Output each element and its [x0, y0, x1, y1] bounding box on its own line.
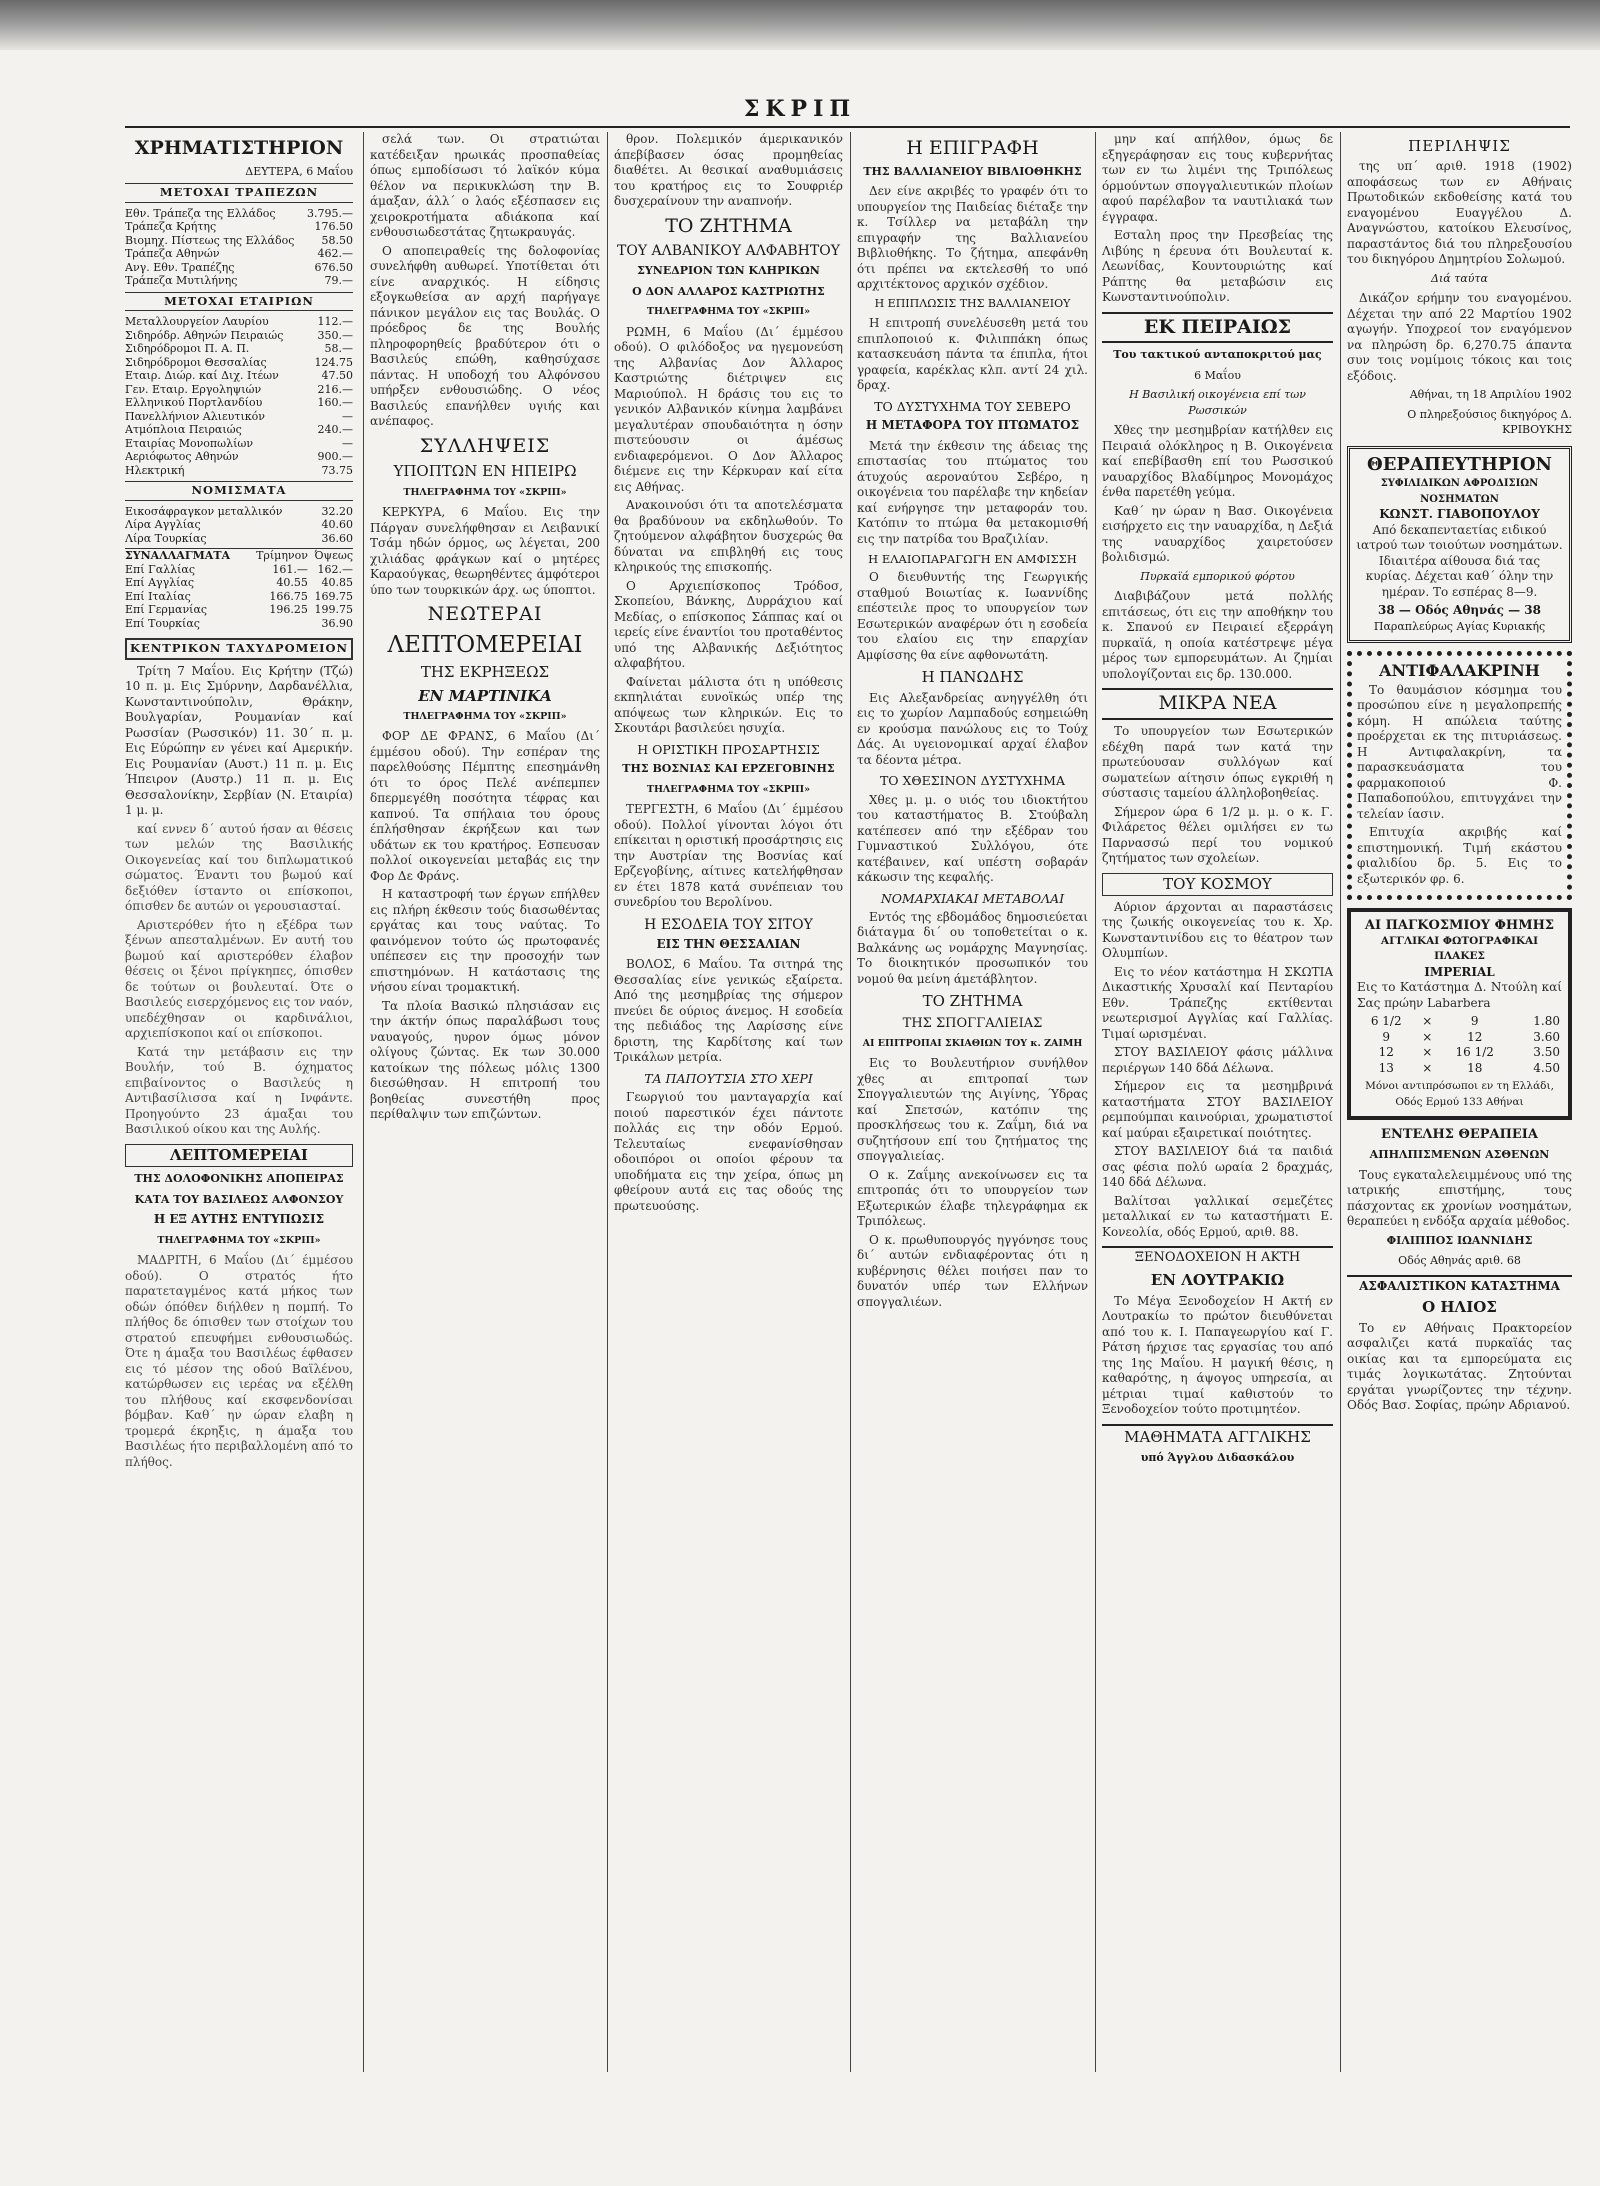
ad-paragraph: Το εν Αθήναις Πρακτορείον ασφαλιζει κατά πυρκαϊάς τας οικίας και τα εμπορεύματα εις τιμάς λογικωτάτας. Ζητούνται εργάται γνωρίζοντες την τέχνην. Οδός Βασ. Σοφίας, πρώην Αδριανού.	[1347, 1320, 1572, 1413]
article-subheadline: ΕΙΣ ΤΗΝ ΘΕΣΣΑΛΙΑΝ	[656, 936, 801, 951]
table-row: Τράπεζα Κρήτης 176.50	[125, 220, 353, 234]
photo-plates-table	[1357, 1014, 1562, 1076]
article-headline: ΛΕΠΤΟΜΕΡΕΙΑΙ	[387, 631, 583, 658]
article-subheadline: ΑΙ ΕΠΙΤΡΟΠΑΙ ΣΚΙΑΘΙΩΝ ΤΟΥ κ. ΖΑΙΜΗ	[862, 1037, 1083, 1049]
article-subheadline: ΥΠΟΠΤΩΝ ΕΝ ΗΠΕΙΡΩ	[393, 462, 577, 481]
exchange-table	[125, 548, 353, 630]
table-row: 13 × 18 4.50	[1378, 1060, 1560, 1075]
article-paragraph: θρον. Πολεμικόν άμερικανικόν άπεβίβασεν όσας προμηθείας διαθέτει. Αι θεσικαί αναθυμιάσεις του κρατήρος εις το Σουφριέρ δυσχεραίνουν την αναπνοήν.	[614, 132, 843, 208]
article-paragraph: Η καταστροφή των έργων επήλθεν εις πλήρη έκθεσιν τούς διασωθέντας εργάτας και τους ναύτας. Το φαινόμενον τούτο ώς πρωτοφανές υπέπεσεν εις την προσοχήν των επιστημόνων. Η κατάστασις της νήσου είναι τρομακτική.	[370, 887, 600, 995]
article-paragraph: Βαλίτσαι γαλλικαί σεμεζέτες μεταλλικαί εν τω καταστήματι Ε. Κονεολία, οδός Ερμού, αριθ. 88.	[1102, 1193, 1333, 1239]
article-headline: ΝΟΜΑΡΧΙΑΚΑΙ ΜΕΤΑΒΟΛΑΙ	[880, 890, 1065, 906]
table-row: Πανελλήνιον Αλιευτικόν —	[125, 409, 353, 423]
article-paragraph: Διαβιβάζουν μετά πολλής επιτάσεως, ότι εις την αποθήκην του κ. Σπανού εν Πειραιεί εξερράγη πυρκαϊά, η οποία κατέστρεψε μέγα μέρος των εμπορευμάτων. Αι ζημίαι υπολογίζονται εις δρ. 130.000.	[1102, 589, 1333, 681]
ad-subheadline: ΕΝ ΛΟΥΤΡΑΚΙΩ	[1150, 1271, 1285, 1290]
article-subheadline: ΚΑΤΑ ΤΟΥ ΒΑΣΙΛΕΩΣ ΑΛΦΟΝΣΟΥ	[134, 1192, 344, 1206]
column-2	[370, 132, 600, 2072]
article-headline: Η ΠΑΝΩΔΗΣ	[921, 668, 1024, 687]
article-subheadline: Πυρκαϊά εμπορικού φόρτου	[1140, 569, 1295, 583]
article-paragraph: Ο αποπειραθείς της δολοφονίας συνελήφθη αυθωρεί. Υποτίθεται ότι είνε αναρχικός. Η είδησις εξογκωθείσα αν αρχή παρήγαγε πάνικον μεγάλον εις τας Βουλάς. Ο πρόεδρος δε της Βουλής πληροφορηθείς βραδύτερον ότι ο Βασιλεύς επώθη, καθησύχασε πάντας. Η υποδοχή του Αλφόνσου υπήρξεν ενθουσιώδης. Ο νέος Βασιλεύς επανήλθεν υγιής και ανέπαφος.	[370, 243, 600, 428]
article-paragraph: Αριστερόθεν ήτο η εξέδρα των ξένων απεσταλμένων. Εν αυτή του βωμού καί αριστερόθεν έλαβον θέσεις οι ξένοι πρίγκηπες, όπισθεν δε τούτων οι βουλευταί. Ότε ο Βασιλεύς εισερχόμενος εις τον ναόν, υπεδέχθησαν οι καρδινάλιοι, αρχιεπίσκοποι καί οι επίσκοποι.	[125, 917, 353, 1041]
article-paragraph: ΒΟΛΟΣ, 6 Μαΐου. Τα σιτηρά της Θεσσαλίας είνε γενικώς εξαίρετα. Από της μεσημβρίας της σήμερον πνεύει δε ούριος άνεμος. Η εσοδεία της πεδιάδος της Λαρίσσης είνε δριστη, της Καρδίτσης καί των Τρικάλων μετρία.	[614, 957, 843, 1065]
article-paragraph: Καθ΄ ην ώραν η Βασ. Οικογένεια εισήρχετο εις την ναυαρχίδα, η Δεξιά της ναυαρχίδος χαιρετούσεν βολιδισμώ.	[1102, 503, 1333, 565]
article-headline: Η ΟΡΙΣΤΙΚΗ ΠΡΟΣΑΡΤΗΣΙΣ	[637, 741, 820, 757]
hair-tonic-body: Το θαυμάσιον κόσμημα του προσώπου είνε η μεγαλοπρεπής κόμη. Η απώλεια ταύτης προέρχεται εκ της πιτυριάσεως. Η Αντιφαλακρίνη, τα παρασκευάσματα του φαρμακοποιού Φ. Παπαδοπούλου, επιτυγχάνει την τελείαν ίασιν.	[1357, 682, 1562, 821]
article-paragraph: ΦΟΡ ΔΕ ΦΡΑΝΣ, 6 Μαΐου (Δι΄ έμμέσου οδού). Την εσπέραν της παρελθούσης Πέμπτης επεσημάνθη ότι το όρος Πελέ ανέπεμπεν δπερμεγέθη ποσότητα τέφρας και καπνού. Τα σπήλαια του όρους έπλήσθησαν έκρήξεων και των υδάτων εκ του κρατήρος. Εσπευσαν πολλοί οικογενείαι μεταβάς εις την Φορ Δε Φράνς.	[370, 729, 600, 883]
telegram-label: ΤΗΛΕΓΡΑΦΗΜΑ ΤΟΥ «ΣΚΡΙΠ»	[646, 306, 811, 318]
clinic-ad	[1347, 446, 1572, 644]
notice-signature: Ο πληρεξούσιος δικηγόρος Δ. ΚΡΙΒΟΥΚΗΣ	[1407, 407, 1572, 437]
photo-plates-body: Εις το Κατάστημα Δ. Ντούλη καί Σας πρώην Labarbera	[1357, 980, 1562, 1010]
table-row: Σιδηρόδρ. Αθηνών Πειραιώς 350.—	[125, 328, 353, 342]
ad-headline: ΜΑΘΗΜΑΤΑ ΑΓΓΛΙΚΗΣ	[1102, 1424, 1333, 1446]
post-office-schedule: Τρίτη 7 Μαΐου. Εις Κρήτην (Τζώ) 10 π. μ. Εις Σμύρνην, Δαρδανέλλια, Κωνσταντινούπολιν, Θράκην, Βουλγαρίαν, Ρουμανίαν καί Ρωσσίαν (Ρωσσικόν) 11. 30΄ π. μ. Εις Εύρώπην εν γένει καί Αμερικήν. Εις Ρουμανίαν (Αυστ.) 11 π. μ. Εις Ήπειρον (Αυστρ.) 11 π. μ. Εις Θεσσαλονίκην, Σερβίαν (Ν. Εταιρία) 1 μ. μ.	[125, 663, 353, 818]
notice-paragraph: Δικάζον ερήμην του εναγομένου. Δέχεται την από 22 Μαρτίου 1902 αγωγήν. Υποχρεοί τον εναγόμενον να πληρώση δρ. 6,270.75 άπαντα συν τοις νομίμοις τόκοις και τοις εξόδοις.	[1347, 291, 1572, 383]
notice-paragraph: της υπ΄ αριθ. 1918 (1902) αποφάσεως των εν Αθήναις Πρωτοδικών εκδοθείσης κατά του εναγομένου Ευαγγέλου Δ. Αναγνώστου, κατοίκου Ελευσίνος, παραστάντος διά του πληρεξουσίου του δικηγόρου Δημητρίου Σολωμού.	[1347, 159, 1572, 267]
article-subheadline: ΤΗΣ ΔΟΛΟΦΟΝΙΚΗΣ ΑΠΟΠΕΙΡΑΣ	[134, 1172, 344, 1186]
clinic-ad-address: 38 — Οδός Αθηνάς — 38	[1378, 603, 1541, 618]
article-headline: Η ΕΠΙΓΡΑΦΗ	[906, 137, 1039, 159]
article-paragraph: Εντός της εβδομάδος δημοσιεύεται διάταγμα δι΄ ου τοποθετείται ο κ. Βαλκάνης ως νομάρχης Μαγνησίας. Το διοικητικόν προσωπικόν του νομού θα μείνη άμετάβλητον.	[857, 909, 1088, 986]
article-subheadline: ΤΟΥ ΑΛΒΑΝΙΚΟΥ ΑΛΦΑΒΗΤΟΥ	[617, 243, 840, 260]
scan-header-band	[0, 0, 1600, 50]
article-headline: ΤΟ ΧΘΕΣΙΝΟΝ ΔΥΣΤΥΧΗΜΑ	[879, 773, 1066, 789]
table-row: Εικοσάφραγκον μεταλλικόν 32.20	[125, 504, 353, 518]
article-headline: ΤΟ ΖΗΤΗΜΑ	[665, 214, 792, 237]
clinic-ad-title: ΘΕΡΑΠΕΥΤΗΡΙΟΝ	[1367, 453, 1552, 475]
table-row: Λίρα Αγγλίας 40.60	[125, 518, 353, 532]
hair-tonic-title: ΑΝΤΙΦΑΛΑΚΡΙΝΗ	[1379, 661, 1540, 681]
ad-headline: ΕΝΤΕΛΗΣ ΘΕΡΑΠΕΙΑ	[1381, 1127, 1538, 1143]
article-paragraph: Εις το Βουλευτήριον συνήλθον χθες αι επιτροπαί των Σπογγαλιευτών της Αιγίνης, Ύδρας καί Σπετσών, κατόπιν της προσκλήσεως του κ. Ζαΐμη, διά να συζητήσουν επί του ζητήματος της σπογγαλιείας.	[857, 1056, 1088, 1164]
table-row: Επί Αγγλίας 40.55 40.85	[125, 576, 353, 590]
article-headline: ΤΟΥ ΚΟΣΜΟΥ	[1102, 873, 1333, 896]
table-row: 12 × 16 1/2 3.50	[1378, 1045, 1560, 1060]
post-office-heading: ΚΕΝΤΡΙΚΟΝ ΤΑΧΥΔΡΟΜΕΙΟΝ	[125, 638, 353, 660]
ad-paragraph: Το Μέγα Ξενοδοχείον Η Ακτή εν Λουτρακίω το πρώτον διευθύνεται από του κ. Ι. Παπαγεωργίου καί Γ. Ράτση ήρχισε τας εργασίας του από της 1ης Μαΐου. Η μαγική θέσις, η καθαρότης, η άψογος υπηρεσία, αι μέτριαι τιμαί καθιστούν το Ξενοδοχείον τούτο προτιμητέον.	[1102, 1293, 1333, 1417]
article-subheadline: ΤΗΣ ΣΠΟΓΓΑΛΙΕΙΑΣ	[902, 1015, 1043, 1031]
article-headline: ΤΟ ΔΥΣΤΥΧΗΜΑ ΤΟΥ ΣΕΒΕΡΟ	[874, 398, 1071, 414]
article-paragraph: Ο Αρχιεπίσκοπος Τρόδοσ, Σκοπείου, Βάνκης, Δυρράχιου καί Μεδίας, ο επίσκοπος Σάππας καί οι ιερείς είνε έναντίοι του προταθέντος υπό της Αλβανικής Δεξιότητος αλφαβήτου.	[614, 578, 843, 671]
table-row: Λίρα Τουρκίας 36.60	[125, 531, 353, 545]
table-row: Επί Ιταλίας 166.75 169.75	[125, 589, 353, 603]
column-divider	[1095, 132, 1096, 2072]
article-paragraph: ΡΩΜΗ, 6 Μαΐου (Δι΄ έμμέσου οδού). Ο φιλόδοξος να ηγεμονεύση της Αλβανίας Δον Άλλαρος Καστριώτης διέτριψεν εις Μαριούπολ. Η δράσις του εις το γενικόν Αλβανικόν κίνημα λαμβάνει μεγαλυτέραν σπουδαιότητα η όσην πιστεύουσιν οι άμέσως ενδιαφερόμενοι. Ο Δον Άλλαρος διέμενε εις την Κέρκυραν καί είτα εις Αθήνας.	[614, 324, 843, 494]
article-paragraph: Ο κ. Ζαΐμης ανεκοίνωσεν εις τα επιτροπάς ότι το υπουργείον των Εξωτερικών έλαβε τηλεγράφημα εκ Τριπόλεως.	[857, 1167, 1088, 1229]
article-paragraph: ΣΤΟΥ ΒΑΣΙΛΕΙΟΥ φάσις μάλλινα περιέργων 140 δδά Δέλωνα.	[1102, 1045, 1333, 1075]
article-subheadline: ΣΥΝΕΔΡΙΟΝ ΤΩΝ ΚΛΗΡΙΚΩΝ	[637, 264, 820, 278]
article-paragraph: Μετά την έκθεσιν της άδειας της επιστασίας του πτώματος του άτυχούς αεροναύτου Σεβέρο, η οικογένεια του παρέλαβε την κηδείαν καί ενήργησε την μεταφοράν του. Κατόπιν το πτώμα θα μετακομισθή εις την πατρίδα του Βραζιλίαν.	[857, 438, 1088, 546]
article-headline: ΤΑ ΠΑΠΟΥΤΣΙΑ ΣΤΟ ΧΕΡΙ	[644, 1070, 813, 1086]
column-4	[857, 132, 1088, 2072]
article-subheadline: Η ΕΠΙΠΛΩΣΙΣ ΤΗΣ ΒΑΛΛΙΑΝΕΙΟΥ	[874, 296, 1071, 310]
table-row: ΣΥΝΑΛΛΑΓΜΑΤΑ Τρίμηνον Όψεως	[125, 549, 353, 563]
article-paragraph: ΣΤΟΥ ΒΑΣΙΛΕΙΟΥ διά τα παιδιά σας φέσια πολύ ωραία 2 δραχμάς, 140 δδά Δέλωνα.	[1102, 1144, 1333, 1190]
article-paragraph: Το υπουργείον των Εσωτερικών εδέχθη παρά των κατά την πρωτεύουσαν συλλόγων καί σωματείων αίτησιν όπως εγκριθή η σύστασις ταμείου άλληλοβοηθείας.	[1102, 724, 1333, 801]
column-6	[1347, 132, 1572, 2072]
stock-exchange-date: ΔΕΥΤΕΡΑ, 6 Μαΐου	[245, 164, 353, 178]
table-row: 6 1/2 × 9 1.80	[1370, 1014, 1560, 1029]
article-paragraph: καί εννεν δ΄ αυτού ήσαν αι θέσεις των μελών της Βασιλικής Οικογενείας καί του διπλωματικού σώματος. Έναντι του βωμού καί δεξιόθεν ίσταντο οι επίσκοποι, όπισθεν δε αυτών οι γερουσιασταί.	[125, 821, 353, 914]
column-3	[614, 132, 843, 2072]
photo-plates-brand: IMPERIAL	[1424, 964, 1495, 979]
article-paragraph: Κατά την μετάβασιν εις την Βουλήν, τού Β. όχηματος επιβαίνοντος ο Βασιλεύς η Αντιβασίλισσα καί η Ινφάντε. Προηγούντο 23 άμαξαι του Βασιλικού οίκου και της Αυλής.	[125, 1044, 353, 1137]
article-paragraph: Χθες την μεσημβρίαν κατήλθεν εις Πειραιά ολόκληρος η Β. Οικογένεια καί επεβίβασθη επί του Ρωσσικού ναυαρχίδος Βλαδίμηρος Μονομάχος ένθα παρετέθη γεύμα.	[1102, 423, 1333, 500]
table-row: Σιδηρόδρομοι Π. Α. Π. 58.—	[125, 342, 353, 356]
ad-paragraph: Τους εγκαταλελειμμένους υπό της ιατρικής επιστήμης, τους πάσχοντας εκ χρονίων νοσημάτων, θεραπεύει η ενδόξα αρχαία μέθοδος.	[1347, 1167, 1572, 1229]
article-headline: ΜΙΚΡΑ ΝΕΑ	[1102, 688, 1333, 720]
photo-plates-subtitle: ΑΓΓΛΙΚΑΙ ΦΩΤΟΓΡΑΦΙΚΑΙ ΠΛΑΚΕΣ	[1380, 934, 1539, 963]
clinic-ad-doctor: ΚΩΝΣΤ. ΓΙΑΒΟΠΟΥΛΟΥ	[1379, 507, 1540, 522]
notice-subheadline: Διά ταύτα	[1431, 271, 1488, 285]
article-paragraph: μην καί απήλθον, όμως δε εξηγεράφησαν εις τους κυβερνήτας των εν τω λιμένι της Τριπόλεως όρμούντων σπογγαλιευτικών πλοίων αφού παρέλαβον τα ναυτιλιακά των έγγραφα.	[1102, 132, 1333, 224]
article-subheadline: Του τακτικού ανταποκριτού μας	[1113, 348, 1322, 362]
ad-headline: ΞΕΝΟΔΟΧΕΙΟΝ Η ΑΚΤΗ	[1102, 1246, 1333, 1266]
table-row: Σιδηρόδρομοι Θεσσαλίας 124.75	[125, 355, 353, 369]
telegram-label: ΤΗΛΕΓΡΑΦΗΜΑ ΤΟΥ «ΣΚΡΙΠ»	[157, 1234, 321, 1246]
ad-subheadline: Ο ΗΛΙΟΣ	[1422, 1298, 1497, 1317]
hair-tonic-ad	[1347, 651, 1572, 900]
table-row: Επί Τουρκίας 36.90	[125, 616, 353, 630]
telegram-label: ΤΗΛΕΓΡΑΦΗΜΑ ΤΟΥ «ΣΚΡΙΠ»	[646, 783, 811, 795]
article-subheadline: ΤΗΣ ΒΟΣΝΙΑΣ ΚΑΙ ΕΡΖΕΓΟΒΙΝΗΣ	[622, 762, 835, 776]
clinic-ad-subtitle: ΣΥΦΙΛΙΔΙΚΩΝ ΑΦΡΟΔΙΣΙΩΝ ΝΟΣΗΜΑΤΩΝ	[1380, 478, 1539, 505]
table-row: Τράπεζα Μυτιλήνης 79.—	[125, 274, 353, 288]
table-row: Ηλεκτρική 73.75	[125, 463, 353, 477]
article-paragraph: Εις Αλεξανδρείας ανηγγέλθη ότι εις το χωρίον Λαμπαδούς εσημειώθη εν κρούσμα πανώλους εις το Τούχ Δάς. Αι υγειονομικαί αρχαί έλαβον τα δέοντα μέτρα.	[857, 690, 1088, 767]
article-headline: ΕΚ ΠΕΙΡΑΙΩΣ	[1102, 312, 1333, 344]
table-row: Ανγ. Εθν. Τραπέζης 676.50	[125, 260, 353, 274]
article-subheadline: ΤΗΣ ΕΚΡΗΞΕΩΣ	[420, 663, 550, 682]
article-paragraph: ΚΕΡΚΥΡΑ, 6 Μαΐου. Εις την Πάργαν συνελήφθησαν ει Λειβανικί Τσάμ ηδών όρμος, ως λέγεται, 200 χιλιάδας φράγκων καί ο μητέρες Καραούγκας, θεωρηθέντες άμφότεροι ύπο των τουρκικών άρχ. ως ύποπτοι.	[370, 505, 600, 597]
ad-headline: ΑΣΦΑΛΙΣΤΙΚΟΝ ΚΑΤΑΣΤΗΜΑ	[1347, 1275, 1572, 1294]
column-1	[125, 132, 353, 2072]
notice-headline: ΠΕΡΙΛΗΨΙΣ	[1408, 137, 1511, 155]
table-row: Μεταλλουργείον Λαυρίου 112.—	[125, 315, 353, 329]
hair-tonic-body: Επιτυχία ακριβής καί επιστημονική. Τιμή εκάστου φιαλιδίου δρ. 5. Εις το εξωτερικόν φρ. 6.	[1357, 825, 1562, 886]
table-row: Τράπεζα Αθηνών 462.—	[125, 247, 353, 261]
column-divider	[363, 132, 364, 2072]
telegram-label: ΤΗΛΕΓΡΑΦΗΜΑ ΤΟΥ «ΣΚΡΙΠ»	[403, 486, 567, 498]
photo-plates-footer: Μόνοι αντιπρόσωποι εν τη Ελλάδι, Οδός Ερμού 133 Αθήναι	[1365, 1080, 1554, 1108]
article-headline: Η ΕΛΑΙΟΠΑΡΑΓΩΓΗ ΕΝ ΑΜΦΙΣΣΗ	[868, 552, 1077, 567]
article-subheadline: ΕΝ ΜΑΡΤΙΝΙΚΑ	[418, 686, 552, 705]
article-paragraph: Σήμερον εις τα μεσημβρινά καταστήματα ΣΤΟΥ ΒΑΣΙΛΕΙΟΥ ρεμπούμπαι καινούριαι, χρωματιστοί καί μαύραι εξαιρετικαί ποιότητες.	[1102, 1079, 1333, 1140]
table-row: Αεριόφωτος Αθηνών 900.—	[125, 450, 353, 464]
table-row: Επί Γαλλίας 161.— 162.—	[125, 562, 353, 576]
clinic-ad-address-note: Παραπλεύρως Αγίας Κυριακής	[1373, 619, 1546, 633]
photo-plates-ad	[1347, 908, 1572, 1120]
ad-subheadline: υπό Άγγλου Διδασκάλου	[1140, 1450, 1295, 1464]
article-paragraph: Χθες μ. μ. ο υιός του ιδιοκτήτου του καταστήματος Β. Στούβαλη κατέπεσεν από την εξέδραν του Γυμναστικού Συλλόγου, ότε κατέβαινεν, καί υπέστη σοβαράν κάκωσιν της κεφαλής.	[857, 792, 1088, 885]
article-date: 6 Μαΐου	[1194, 368, 1241, 382]
article-subheadline: Ο ΔΟΝ ΑΛΛΑΡΟΣ ΚΑΣΤΡΙΩΤΗΣ	[632, 284, 825, 298]
stock-exchange-title: ΧΡΗΜΑΤΙΣΤΗΡΙΟΝ	[134, 137, 344, 159]
article-paragraph: ΜΑΔΡΙΤΗ, 6 Μαΐου (Δι΄ έμμέσου οδού). Ο στρατός ήτο παρατεταγμένος κατά μήκος των οδών όπόθεν διήλθεν η πομπή. Το πλήθος δε όπισθεν των στοίχων του στρατού επευφήμει ενθουσιωδώς. Ότε η άμαξα του Βασιλέως έφθασεν εις τό μέσον της οδού Βαϊλένου, κατώρθωσεν εις ιερέας να εξέλθη του πλήθους καί εκσφενδονίσαι βόμβαν. Καθ΄ ην ώραν ελαβη η τρομερά έκρηξις, η άμαξα του Βασιλέως ήτο περιβαλλομένη από το πλήθος.	[125, 1253, 353, 1469]
article-paragraph: Φαίνεται μάλιστα ότι η υπόθεσις εκπηλιάται ευνοϊκώς υπέρ της απόψεως των κληρικών. Εις το Σκουτάρι βασιλεύει ησυχία.	[614, 674, 843, 736]
article-paragraph: Η επιτροπή συνελέυσεθη μετά του επιπλοποιού κ. Φιλιππάκη όπως κατασκευάση πάντα τα έπιπλα, ήτοι γραφεία, καρέκλας κλπ. αντί 24 χιλ. δραχ.	[857, 316, 1088, 393]
table-row: Βιομηχ. Πίστεως της Ελλάδος 58.50	[125, 233, 353, 247]
column-divider	[850, 132, 851, 2072]
masthead-rule	[125, 126, 1570, 128]
notice-date: Αθήναι, τη 18 Απριλίου 1902	[1409, 388, 1572, 402]
table-row: Επί Γερμανίας 196.25 199.75	[125, 603, 353, 617]
article-headline: ΣΥΛΛΗΨΕΙΣ	[419, 434, 551, 457]
article-headline: ΝΕΩΤΕΡΑΙ	[427, 603, 543, 626]
article-paragraph: Αύριον άρχονται αι παραστάσεις της ζωικής οικογενείας του κ. Χρ. Κωνσταντινίδου εις το θέατρον των Ολυμπίων.	[1102, 899, 1333, 961]
table-row: Γεν. Εταιρ. Εργοληψιών 216.—	[125, 382, 353, 396]
article-paragraph: Σήμερον ώρα 6 1/2 μ. μ. ο κ. Γ. Φιλάρετος θέλει ομιλήσει εν τω Παρνασσώ περί του νομικού ζητήματος των σχολείων.	[1102, 804, 1333, 866]
article-headline: Η ΕΣΟΔΕΙΑ ΤΟΥ ΣΙΤΟΥ	[644, 916, 813, 933]
bank-shares-table	[125, 207, 353, 288]
article-subheadline: Η Βασιλική οικογένεια επί των Ρωσσικών	[1129, 388, 1306, 417]
coins-table	[125, 505, 353, 546]
article-paragraph: ΤΕΡΓΕΣΤΗ, 6 Μαΐου (Δι΄ έμμέσου οδού). Πολλοί γίνονται λόγοι ότι επίκειται η οριστική προσάρτησις εις την Αυστρίαν της Βοσνίας καί Ερζεγοβίνης, αίτινες κατελήφθησαν εν έτει 1878 κατά συνέπειαν του συνεδρίου του Βερολίνου.	[614, 802, 843, 910]
article-subheadline: Η ΕΞ ΑΥΤΗΣ ΕΝΤΥΠΩΣΙΣ	[153, 1212, 325, 1227]
table-row: Ελληνικού Πορτλανδίου 160.—	[125, 396, 353, 410]
article-headline: ΤΟ ΖΗΤΗΜΑ	[922, 992, 1023, 1011]
article-subheadline: ΤΗΣ ΒΑΛΛΙΑΝΕΙΟΥ ΒΙΒΛΙΟΘΗΚΗΣ	[863, 164, 1082, 178]
table-row: 9 × 12 3.60	[1382, 1029, 1560, 1044]
coins-heading: ΝΟΜΙΣΜΑΤΑ	[125, 481, 353, 501]
telegram-label: ΤΗΛΕΓΡΑΦΗΜΑ ΤΟΥ «ΣΚΡΙΠ»	[403, 710, 567, 722]
table-row: Εταιρίας Μονοπωλίων —	[125, 436, 353, 450]
company-shares-heading: ΜΕΤΟΧΑΙ ΕΤΑΙΡΙΩΝ	[125, 292, 353, 312]
article-paragraph: Ανακοινούσι ότι τα αποτελέσματα θα βραδύνουν να εκδηλωθούν. Το ζητούμενον αλφάβητον δυσχερώς θα δύναται να επιβληθή εις τους κληρικούς της επισκοπής.	[614, 498, 843, 575]
article-paragraph: Τα πλοία Βασικώ πλησιάσαν εις την άκτήν όπως παραλάβωσι τους ναυαγούς, ηυρον όμως μόνον ολίγους ζώντας. Εκ των 30.000 κατοίκων της πόλεως μόλις 1300 διεσώθησαν. Η επιτροπή του βοηθείας συνεστήθη προς περίθαλψιν των επιζώντων.	[370, 998, 600, 1122]
ad-address: Οδός Αθηνάς αριθ. 68	[1398, 1254, 1521, 1268]
article-paragraph: Εσταλη προς την Πρεσβείας της Λιβύης η έρευνα ότι Βουλευταί κ. Λεωνίδας, Κουντουριώτης καί Ράπτης θα μεταβώσιν εις Κωνσταντινούπολιν.	[1102, 228, 1333, 304]
article-paragraph: Εις το νέον κατάστημα Η ΣΚΩΤΙΑ Δικαστικής Χρυσαλί καί Πενταρίου Εθν. Τράπεζης εκτίθενται νεωτερισμοί Αγγλίας καί Γαλλίας. Τιμαί ωρισμέναι.	[1102, 964, 1333, 1041]
column-divider	[607, 132, 608, 2072]
article-paragraph: Δεν είνε ακριβές το γραφέν ότι το υπουργείον της Παιδείας διέταξε την κ. Τσίλλερ να μεταβάλη την επιγραφήν της Βαλλιανείου Βιβλιοθήκης. Το ζήτημα, απεφάνθη ότι πρέπει να εκτελεσθή το υπό αρχιτέκτονος αρχικόν σχέδιον.	[857, 184, 1088, 292]
table-row: Ατμόπλοια Πειραιώς 240.—	[125, 423, 353, 437]
article-headline: ΛΕΠΤΟΜΕΡΕΙΑΙ	[125, 1144, 353, 1167]
article-paragraph: Γεωργιού του μανταγαρχία καί ποιού παρεστικόν έχει πάντοτε πολλάς εις την οδόν Ερμού. Τελευταίως ενεφανίσθησαν οδοιπόροι οι οποίοι φέρουν τα υποδήματα εις την χείρα, όπως μη φθείρουν αυτά εις τας οδούς της πρωτευούσης.	[614, 1090, 843, 1213]
article-subheadline: Η ΜΕΤΑΦΟΡΑ ΤΟΥ ΠΤΩΜΑΤΟΣ	[865, 418, 1080, 433]
table-row: Εταιρ. Διώρ. καί Διχ. Ιτέων 47.50	[125, 369, 353, 383]
ad-signature: ΦΙΛΙΠΠΟΣ ΙΩΑΝΝΙΔΗΣ	[1386, 1233, 1533, 1247]
article-paragraph: Ο διευθυντής της Γεωργικής σταθμού Βοιωτίας κ. Ιωαννίδης επέστειλε προς το υπουργείον των Εσωτερικών αναφέρων ότι η εσοδεία του ελαίου εις την επαρχίαν Αμφίσσης θα είνε αφθονωτάτη.	[857, 570, 1088, 662]
ad-subheadline: ΑΠΗΛΠΙΣΜΕΝΩΝ ΑΣΘΕΝΩΝ	[1369, 1148, 1550, 1162]
column-divider	[1340, 132, 1341, 2072]
article-paragraph: Ο κ. πρωθυπουργός ηγγόνησε τους δι΄ αυτών ενδιαφέροντας ότι η κυβέρνησις θέλει ποιήσει παν το δυνατόν υπέρ των Ελλήνων σπογγαλιέων.	[857, 1232, 1088, 1309]
bank-shares-heading: ΜΕΤΟΧΑΙ ΤΡΑΠΕΖΩΝ	[125, 183, 353, 203]
newspaper-masthead: ΣΚΡΙΠ	[743, 96, 857, 122]
company-shares-table	[125, 315, 353, 477]
clinic-ad-body: Από δεκαπενταετίας ειδικού ιατρού των τοιούτων νοσημάτων. Ιδιαιτέρα αίθουσα διά τας κυρίας. Δέχεται καθ΄ όλην την ημέραν. Το εσπέρας 8—9.	[1356, 522, 1563, 599]
photo-plates-title: ΑΙ ΠΑΓΚΟΣΜΙΟΥ ΦΗΜΗΣ	[1364, 918, 1555, 934]
column-5	[1102, 132, 1333, 2072]
article-paragraph: σελά των. Οι στρατιώται κατέδειξαν ηρωικάς προσπαθείας όπως εμποδίσωσι τό λαϊκόν κύμα θέλον να περικυκλώση την Β. άμαξαν, άλλ΄ ο λαός εξέσπασεν εις χειροκροτήματα αδιάκοπα καί ενθουσιωδεστάτας ζητωκραυγάς.	[370, 132, 600, 239]
table-row: Εθν. Τράπεζα της Ελλάδος 3.795.—	[125, 206, 353, 220]
